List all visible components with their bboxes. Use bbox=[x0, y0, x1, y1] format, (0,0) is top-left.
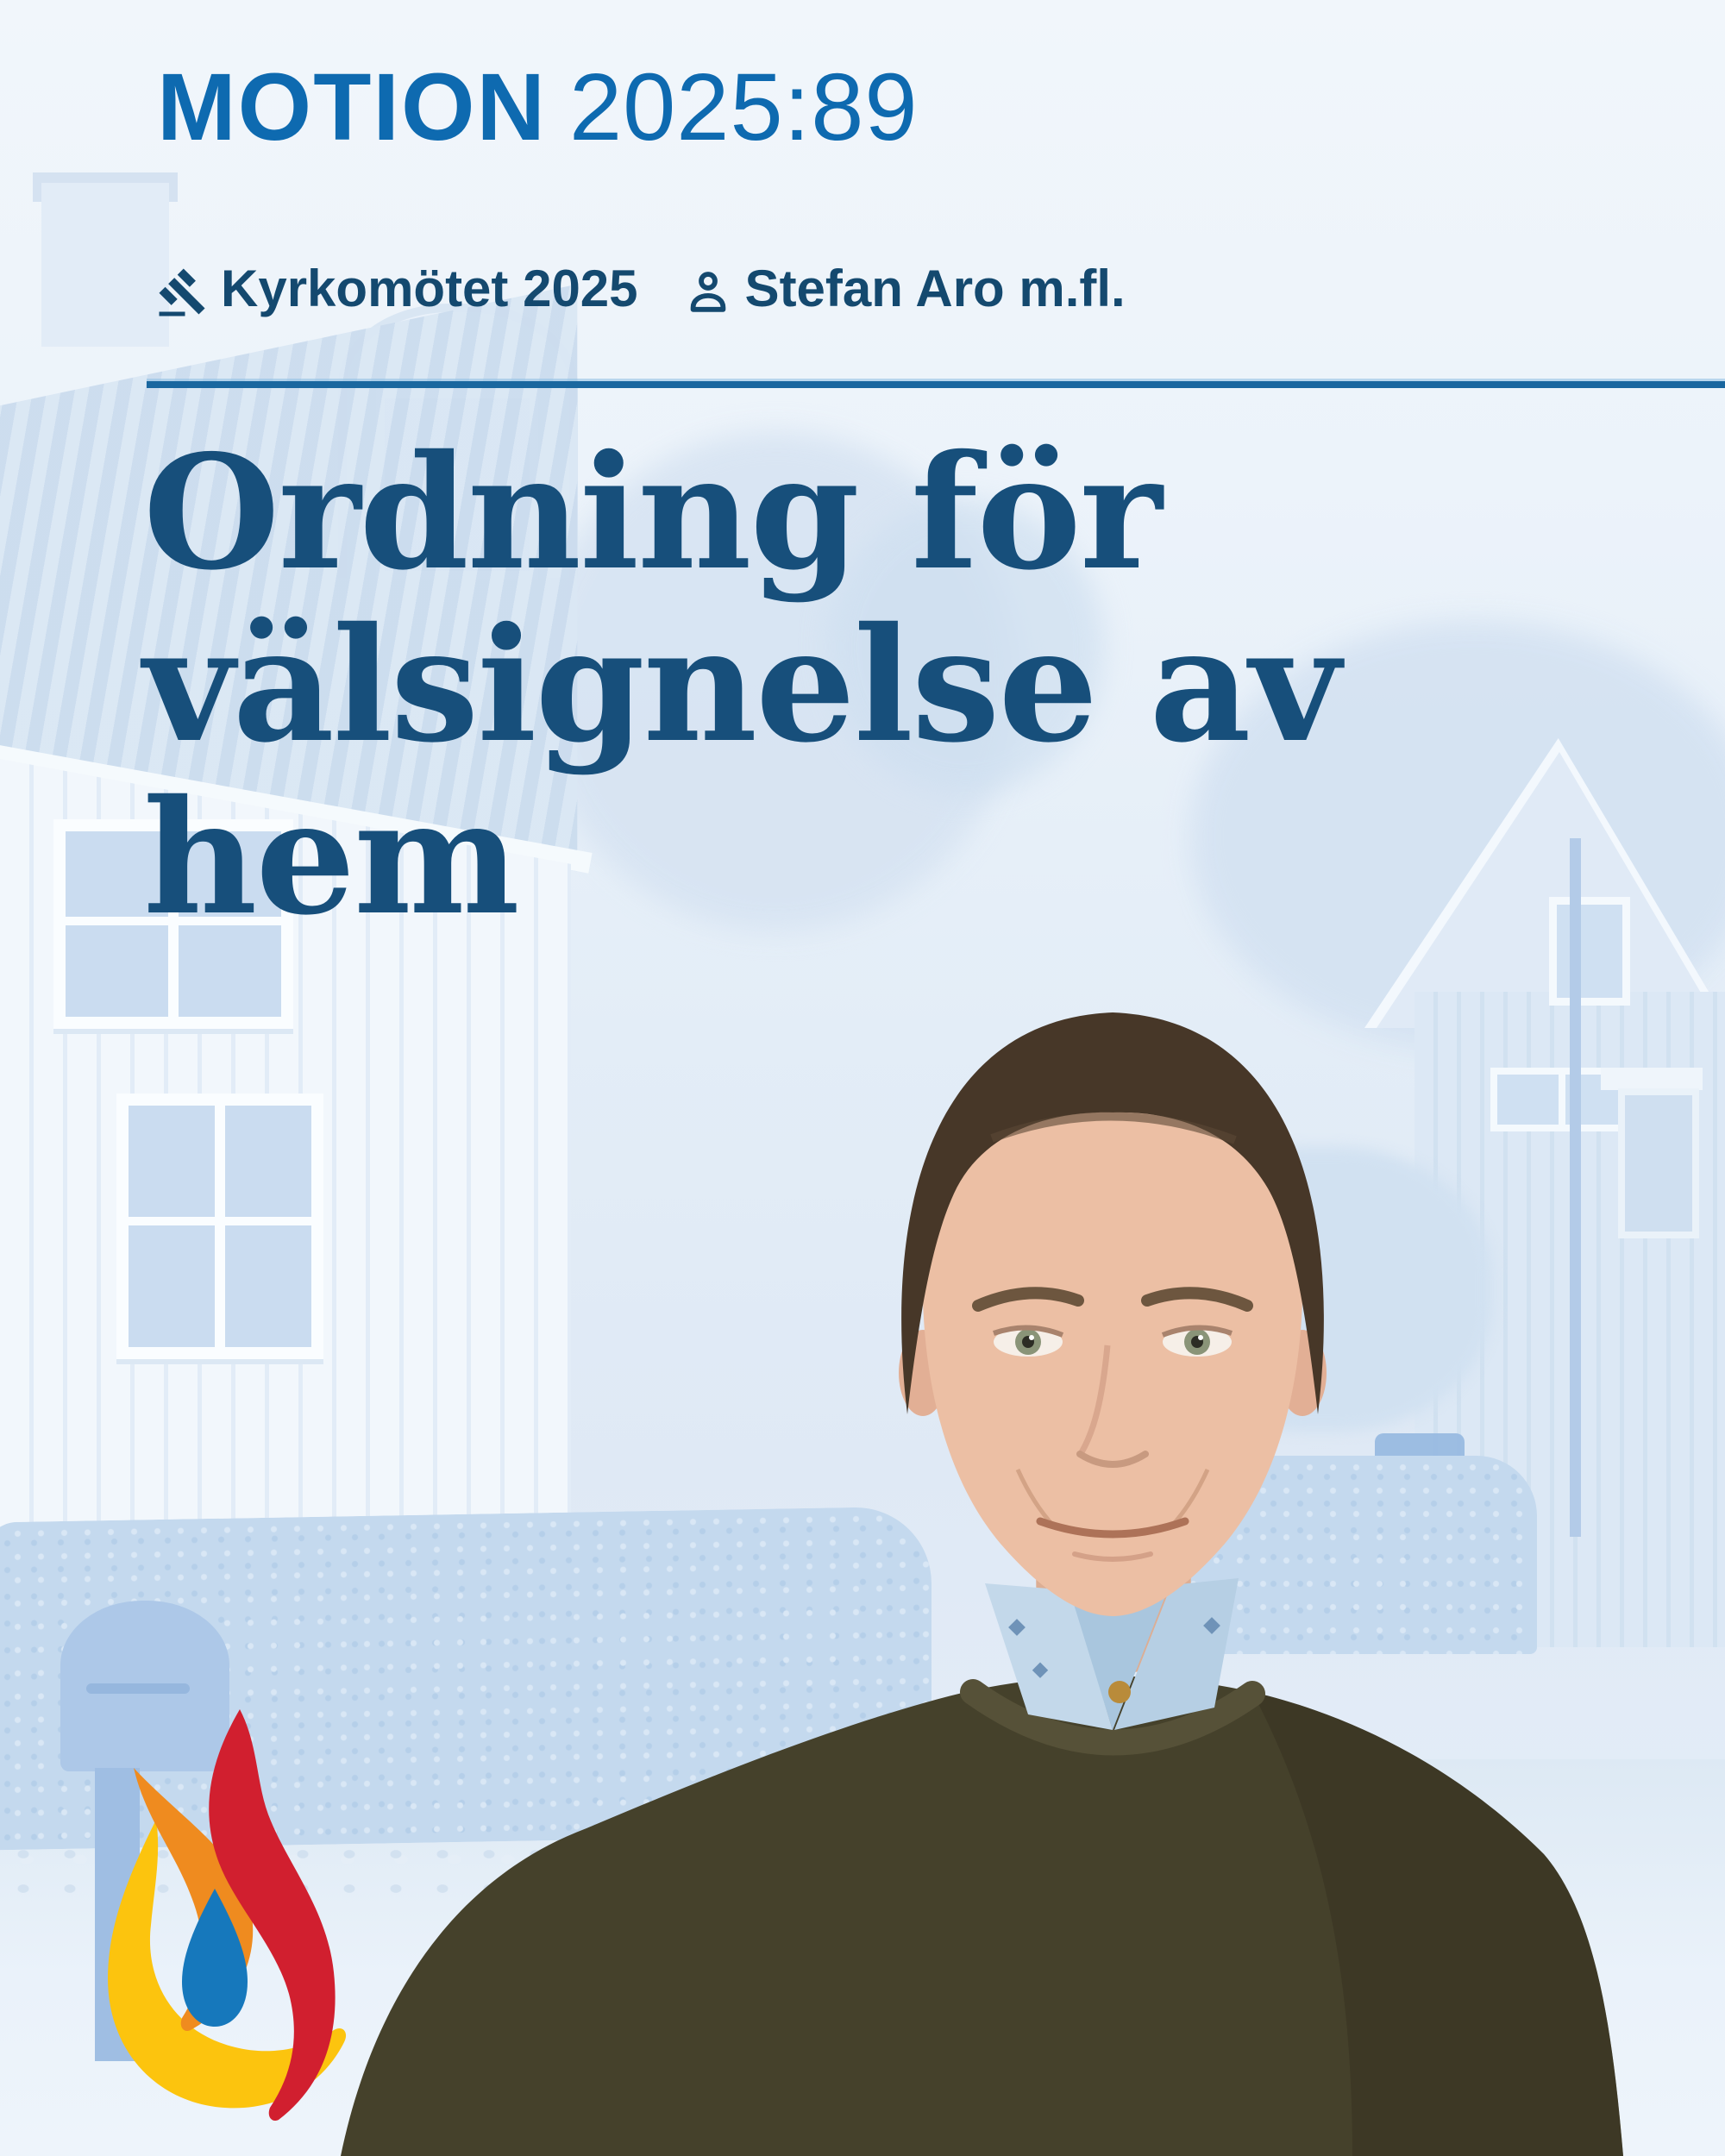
shirt-button bbox=[1108, 1681, 1131, 1703]
title-line-2: välsignelse av hem bbox=[143, 592, 1339, 950]
title-line-1: Ordning för bbox=[143, 420, 1161, 605]
motion-header bbox=[157, 54, 919, 160]
person-figure bbox=[341, 1012, 1623, 2156]
gavel-icon bbox=[157, 266, 209, 318]
event-label: Kyrkomötet 2025 bbox=[221, 260, 638, 317]
person-icon bbox=[683, 267, 733, 317]
divider-line bbox=[147, 381, 1725, 388]
meta-row bbox=[157, 259, 1126, 318]
author-label: Stefan Aro m.fl. bbox=[744, 260, 1126, 317]
kyrkomotet-flame-logo bbox=[62, 1709, 366, 2128]
motion-number: 2025:89 bbox=[568, 54, 919, 160]
page-title bbox=[143, 420, 1725, 950]
motion-label: MOTION bbox=[157, 54, 547, 160]
